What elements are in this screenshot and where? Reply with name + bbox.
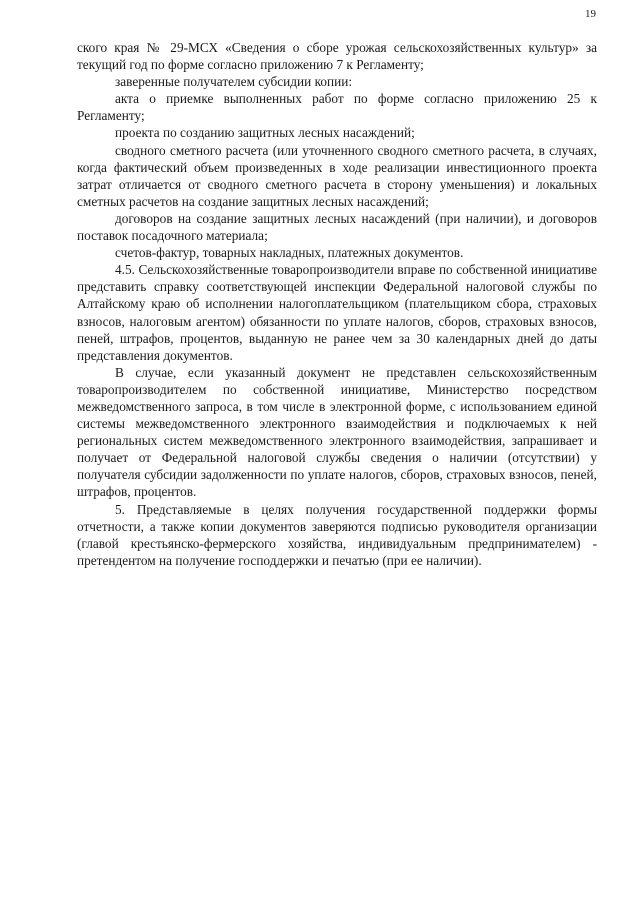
paragraph-estimate: сводного сметного расчета (или уточненного сводного сметного расчета, в случаях, когда фактический объем произведенных в ходе реализации инвестиционного проекта затрат отличается от сводного сметного расчета в сторону уменьшения) и локальных сметных расчетов на создание защитных лесных насаждений; [77,142,597,209]
paragraph-section-5: 5. Представляемые в целях получения государственной поддержки формы отчетности, а также копии документов заверяются подписью руководителя организации (главой крестьянско-фермерского хозяйства, индивидуальным предпринимателем) - претендентом на получение господдержки и печатью (при ее наличии). [77,501,597,568]
paragraph-certified-copies: заверенные получателем субсидии копии: [115,74,353,90]
paragraph-interagency-request: В случае, если указанный документ не представлен сельскохозяйственным товаропроизводителем по собственной инициативе, Министерство посредством межведомственного запроса, в том числе в электронной форме, с использованием единой системы межведомственного электронного взаимодействия и подключаемых к ней региональных систем межведомственного электронного взаимодействия, запрашивает и получает от Федеральной налоговой службы сведения о наличии (отсутствии) у получателя субсидии задолженности по уплате налогов, сборов, страховых взносов, пеней, штрафов, процентов. [77,364,597,500]
paragraph-invoices: счетов-фактур, товарных накладных, платежных документов. [115,245,464,261]
paragraph-section-4-5: 4.5. Сельскохозяйственные товаропроизводители вправе по собственной инициативе представить справку соответствующей инспекции Федеральной налоговой службы по Алтайскому краю об исполнении налогоплательщиком (плательщиком сбора, страховых взносов, налоговым агентом) обязанности по уплате налогов, сборов, страховых взносов, пеней, штрафов, процентов, выданную не ранее чем за 30 календарных дней до даты представления документов. [77,262,597,363]
page-number: 19 [585,8,596,20]
document-body [77,39,597,569]
paragraph-acceptance-act: акта о приемке выполненных работ по форме согласно приложению 25 к Регламенту; [77,91,597,124]
paragraph-contracts: договоров на создание защитных лесных насаждений (при наличии), и договоров поставок посадочного материала; [77,210,597,244]
paragraph-report-continuation: ского края № 29-МСХ «Сведения о сборе урожая сельскохозяйственных культур» за текущий год по форме согласно приложению 7 к Регламенту; [77,40,597,73]
paragraph-project: проекта по созданию защитных лесных насаждений; [115,125,415,141]
